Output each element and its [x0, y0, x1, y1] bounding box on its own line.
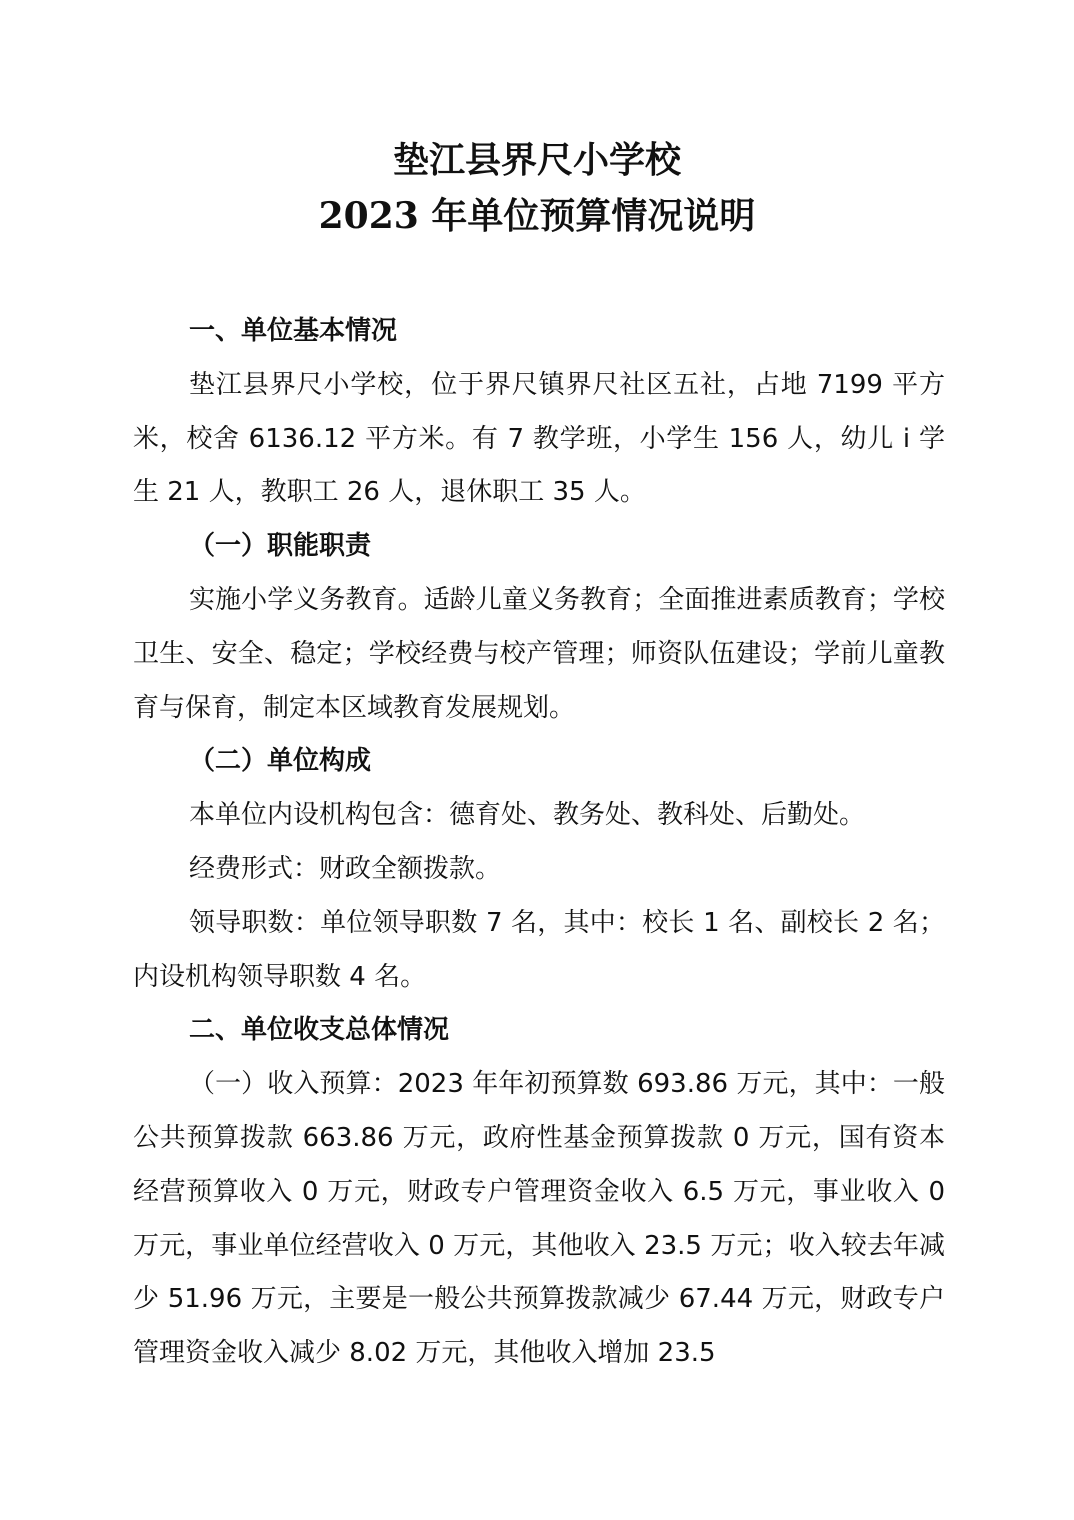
- document-body: [133, 305, 945, 1381]
- section-heading-basic-info: 一、单位基本情况: [189, 316, 398, 346]
- paragraph-income-budget: （一）收入预算：2023 年年初预算数 693.86 万元，其中：一般公共预算拨款 663.86 万元，政府性基金预算拨款 0 万元，国有资本经营预算收入 0 万元，财政专户管理资金收入 6.5 万元，事业收入 0 万元，事业单位经营收入 0 万元，其他收入 23.5 万元；收入较去年减少 51.96 万元，主要是一般公共预算拨款减少 67.44 万元，财政专户管理资金收入减少 8.02 万元，其他收入增加 23.5: [133, 1069, 945, 1369]
- subsection-heading-composition: （二）单位构成: [189, 746, 372, 777]
- document-title-line2: 2023 年单位预算情况说明: [318, 195, 756, 237]
- paragraph-internal-departments: 本单位内设机构包含：德育处、教务处、教科处、后勤处。: [189, 800, 866, 831]
- paragraph-funding-form: 经费形式：财政全额拨款。: [189, 853, 502, 884]
- section-heading-income-expense: 二、单位收支总体情况: [189, 1015, 450, 1046]
- paragraph-duties: 实施小学义务教育。适龄儿童义务教育；全面推进素质教育；学校卫生、安全、稳定；学校经费与校产管理；师资队伍建设；学前儿童教育与保育，制定本区域教育发展规划。: [133, 584, 945, 723]
- paragraph-basic-info: 垫江县界尺小学校，位于界尺镇界尺社区五社，占地 7199 平方米，校舍 6136.12 平方米。有 7 教学班，小学生 156 人，幼儿 i 学生 21 人，教职工 26 人，退休职工 35 人。: [133, 369, 945, 508]
- document-title-line1: 垫江县界尺小学校: [392, 139, 681, 181]
- subsection-heading-duties: （一）职能职责: [189, 531, 372, 562]
- paragraph-leadership-positions: 领导职数：单位领导职数 7 名，其中：校长 1 名、副校长 2 名；内设机构领导职数 4 名。: [133, 907, 945, 992]
